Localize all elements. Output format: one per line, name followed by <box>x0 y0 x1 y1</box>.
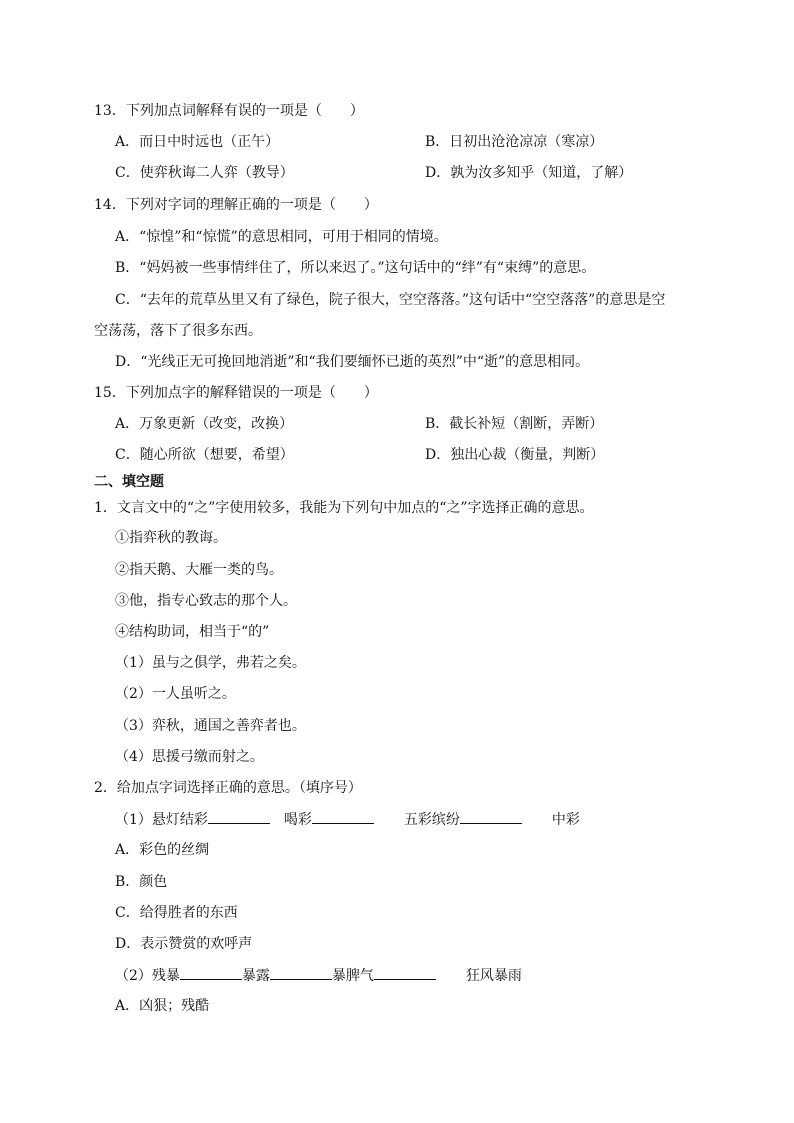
q14-option-c-line2: 空荡荡，落下了很多东西。 <box>94 323 262 339</box>
fill-q2-part2-word3: 暴脾气 <box>331 968 374 984</box>
q13-option-b: B．日初出沧沧凉凉（寒凉） <box>425 134 604 150</box>
q14-option-d: D．“光线正无可挽回地消逝”和“我们要缅怀已逝的英烈”中“逝”的意思相同。 <box>115 354 590 370</box>
q15-option-d: D．独出心裁（衡量，判断） <box>425 447 605 463</box>
answer-blank[interactable] <box>374 965 436 980</box>
fill-q2-part1-word2: 喝彩 <box>283 812 312 828</box>
fill-q2-part2-word4: 狂风暴雨 <box>465 968 522 984</box>
fill-q2-part1-option-a: A．彩色的丝绸 <box>115 842 210 858</box>
fill-q1-option-2: ②指天鹅、大雁一类的鸟。 <box>115 562 283 578</box>
answer-blank[interactable] <box>208 809 270 824</box>
q15-option-a: A．万象更新（改变，改换） <box>115 416 294 432</box>
fill-q2-part2-option-a: A．凶狠；残酷 <box>115 998 210 1014</box>
fill-q1-stem: 1．文言文中的“之”字使用较多，我能为下列句中加点的“之”字选择正确的意思。 <box>94 500 594 516</box>
answer-blank[interactable] <box>460 809 522 824</box>
fill-q2-part2-word1: （2）残暴 <box>115 968 180 984</box>
fill-q1-sentence-2: （2）一人虽听之。 <box>115 686 236 702</box>
fill-q2-part2-word2: 暴露 <box>241 968 270 984</box>
q15-option-c: C．随心所欲（想要，希望） <box>115 447 294 463</box>
fill-q1-option-1: ①指弈秋的教诲。 <box>115 530 227 546</box>
fill-q2-part1-option-b: B．颜色 <box>115 874 168 890</box>
fill-q2-part1-word4: 中彩 <box>551 812 580 828</box>
q14-option-b: B．“妈妈被一些事情绊住了，所以来迟了。”这句话中的“绊”有“束缚”的意思。 <box>115 260 596 276</box>
fill-q1-sentence-3: （3）弈秋，通国之善弈者也。 <box>115 718 306 734</box>
q13-option-a: A．而日中时远也（正午） <box>115 134 280 150</box>
q13-option-d: D．孰为汝多知乎（知道，了解） <box>425 165 633 181</box>
q14-option-c-line1: C．“去年的荒草丛里又有了绿色，院子很大，空空落落。”这句话中“空空落落”的意思是空 <box>115 292 666 308</box>
q13-option-c: C．使弈秋诲二人弈（教导） <box>115 165 294 181</box>
q14-stem: 14．下列对字词的理解正确的一项是（ ） <box>94 197 378 213</box>
fill-q2-part1-word3: 五彩缤纷 <box>403 812 460 828</box>
q15-option-b: B．截长补短（割断，弄断） <box>425 416 604 432</box>
fill-q1-sentence-4: （4）思援弓缴而射之。 <box>115 749 264 765</box>
fill-q2-part1-word1: （1）悬灯结彩 <box>115 812 208 828</box>
q14-option-a: A．“惊惶”和“惊慌”的意思相同，可用于相同的情境。 <box>115 229 448 245</box>
fill-q1-sentence-1: （1）虽与之俱学，弗若之矣。 <box>115 655 306 671</box>
fill-q1-option-4: ④结构助词，相当于“的” <box>115 624 270 640</box>
answer-blank[interactable] <box>270 965 332 980</box>
fill-q2-part1-option-c: C．给得胜者的东西 <box>115 905 238 921</box>
answer-blank[interactable] <box>312 809 374 824</box>
fill-q2-part1-option-d: D．表示赞赏的欢呼声 <box>115 936 253 952</box>
fill-q2-part2-row <box>115 965 522 986</box>
q15-stem: 15．下列加点字的解释错误的一项是（ ） <box>94 385 378 401</box>
fill-q2-part1-row <box>115 809 580 830</box>
answer-blank[interactable] <box>180 965 242 980</box>
section-title: 二、填空题 <box>94 474 164 490</box>
fill-q2-stem: 2．给加点字词选择正确的意思。（填序号） <box>94 780 362 796</box>
fill-q1-option-3: ③他，指专心致志的那个人。 <box>115 593 297 609</box>
q13-stem: 13．下列加点词解释有误的一项是（ ） <box>94 103 364 119</box>
